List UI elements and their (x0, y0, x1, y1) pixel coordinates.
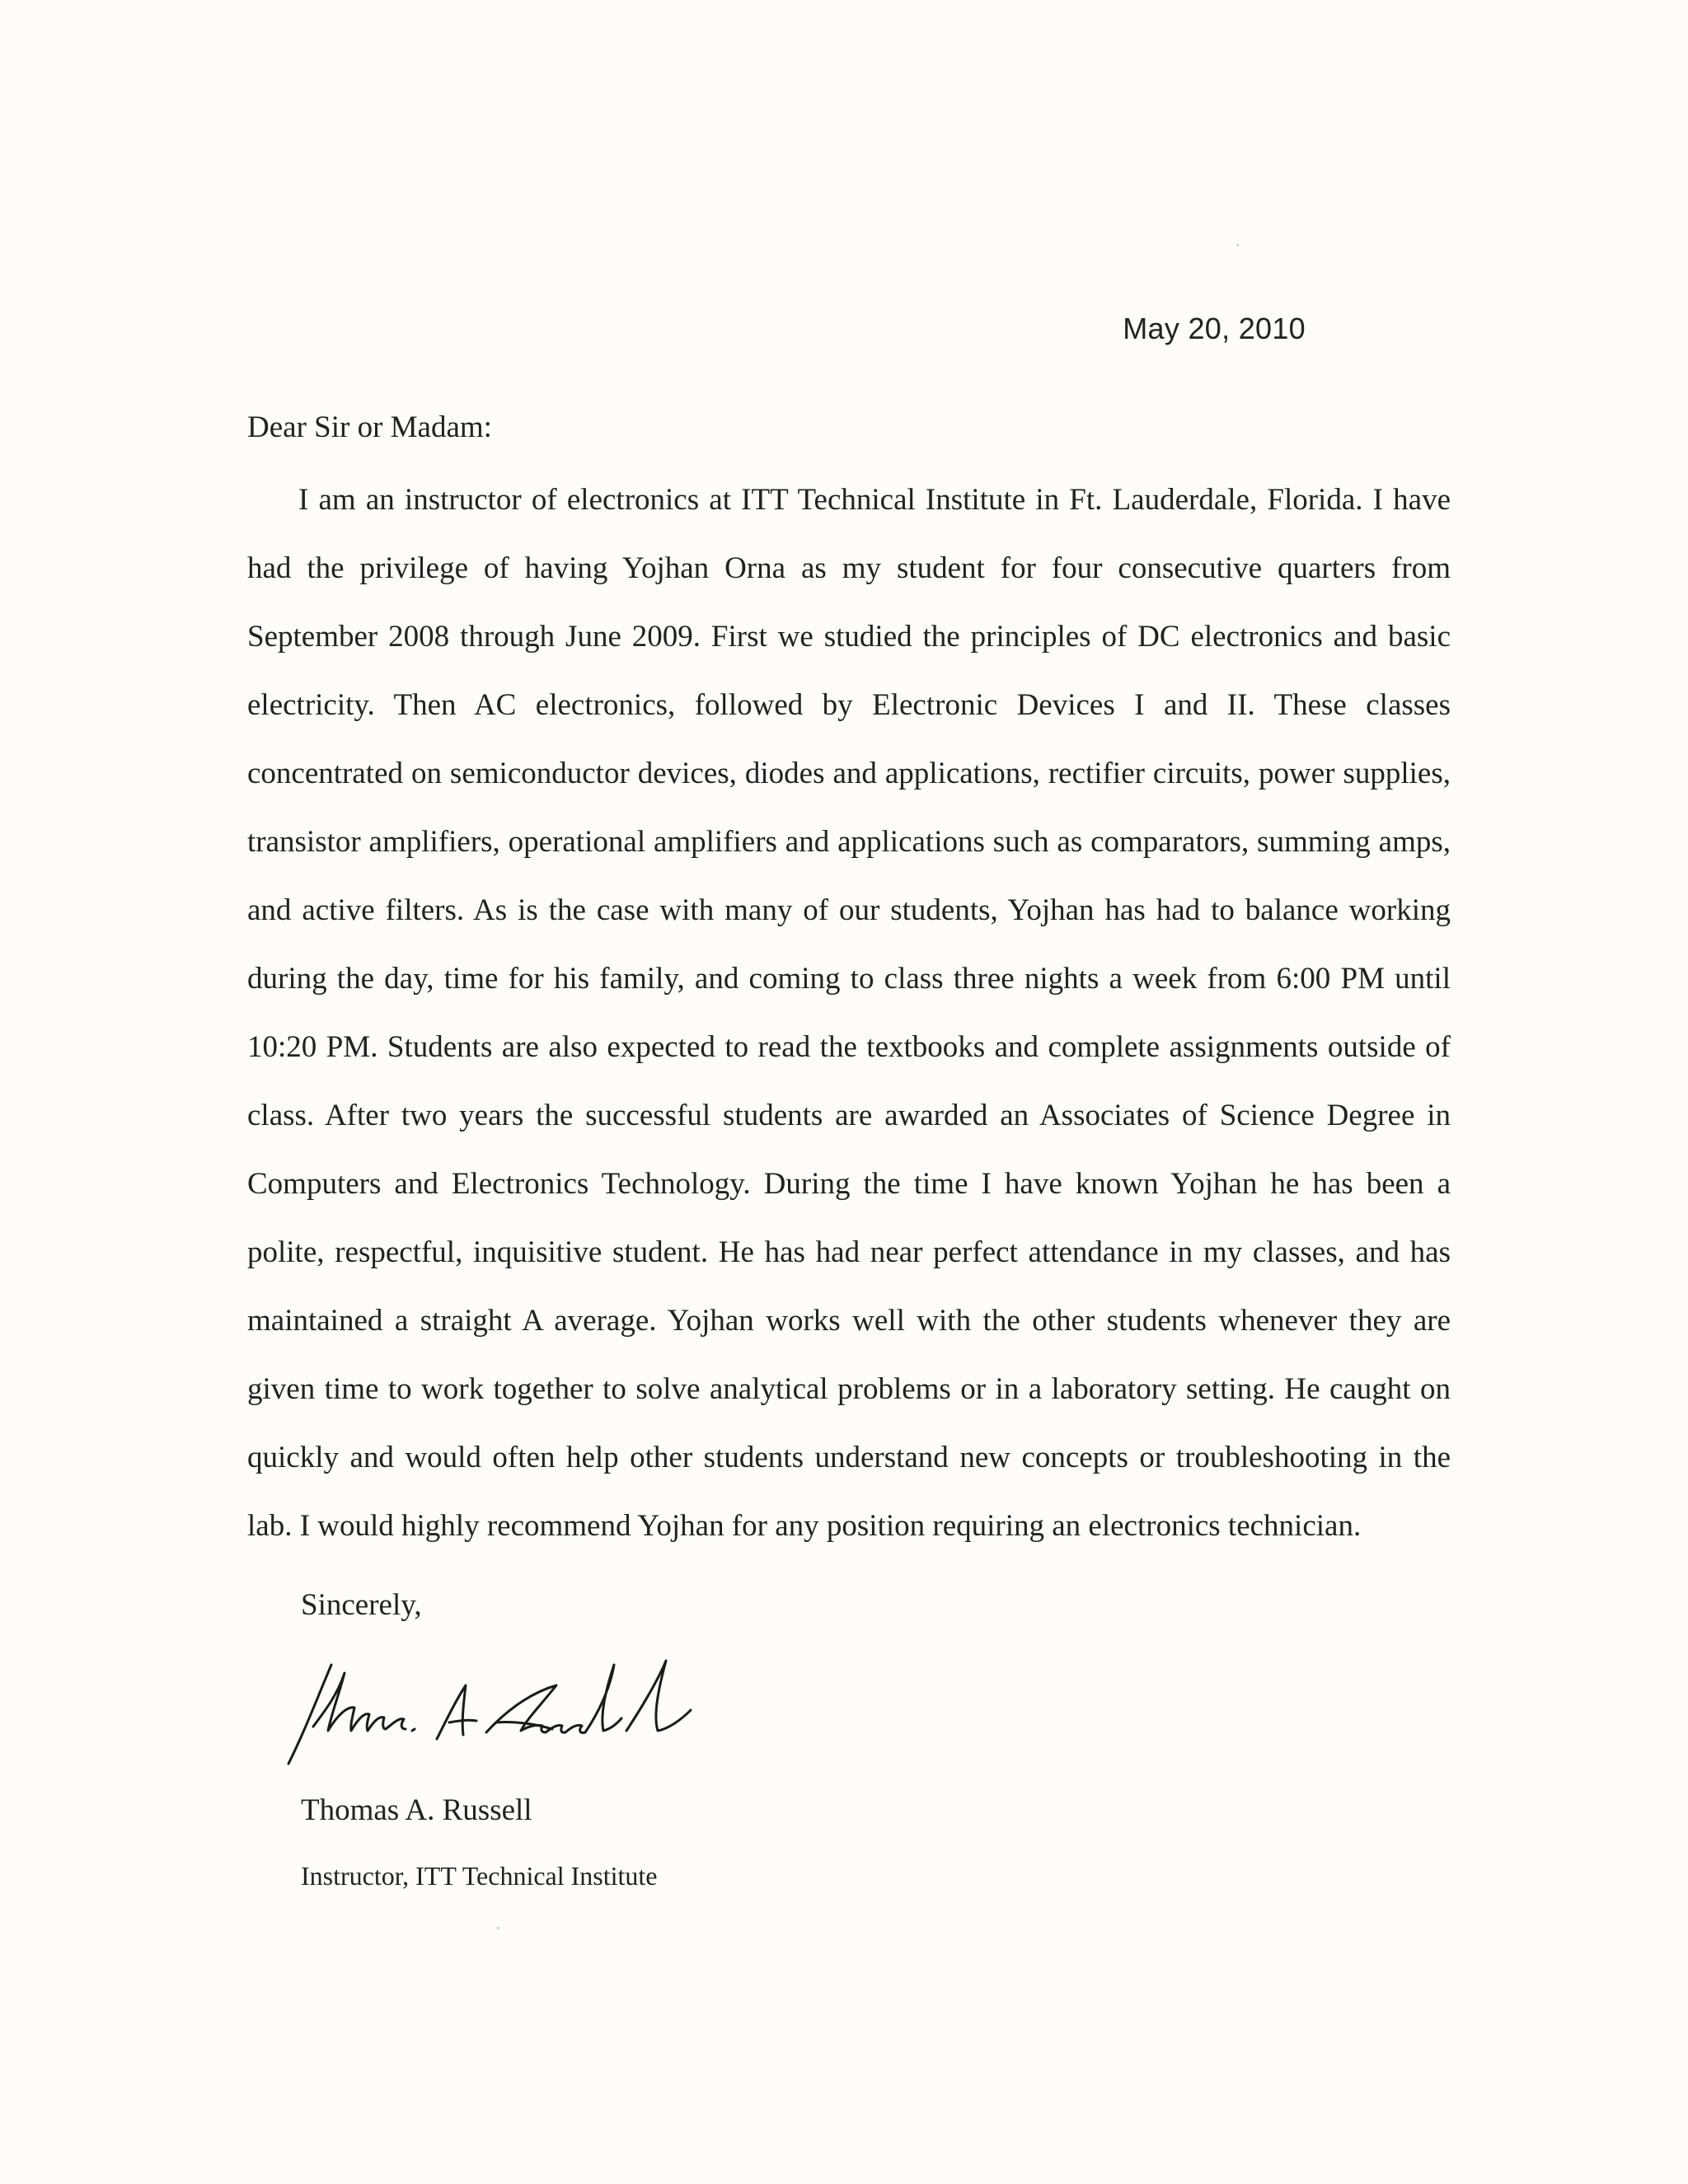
letter-date: May 20, 2010 (1123, 312, 1306, 345)
salutation: Dear Sir or Madam: (247, 410, 492, 444)
letter-body: I am an instructor of electronics at ITT Technical Institute in Ft. Lauderdale, Florida. I have had the privilege of having Yojhan Orna as my student for four consecutive quarters from September 2008 through June 2009. First we studied the principles of DC electronics and basic electricity. Then AC electronics, followed by Electronic Devices I and II. These classes concentrated on semiconductor devices, diodes and applications, rectifier circuits, power supplies, transistor amplifiers, operational amplifiers and applications such as comparators, summing amps, and active filters. As is the case with many of our students, Yojhan has had to balance working during the day, time for his family, and coming to class three nights a week from 6:00 PM until 10:20 PM. Students are also expected to read the textbooks and complete assignments outside of class. After two years the successful students are awarded an Associates of Science Degree in Computers and Electronics Technology. During the time I have known Yojhan he has been a polite, respectful, inquisitive student. He has had near perfect attendance in my classes, and has maintained a straight A average. Yojhan works well with the other students whenever they are given time to work together to solve analytical problems or in a laboratory setting. He caught on quickly and would often help other students understand new concepts or troubleshooting in the lab. I would highly recommend Yojhan for any position requiring an electronics technician. (247, 483, 1451, 1543)
paper-speck (1236, 244, 1239, 246)
closing: Sincerely, (301, 1588, 422, 1622)
paper-speck (497, 1927, 499, 1929)
signer-name: Thomas A. Russell (301, 1793, 532, 1827)
handwritten-signature (280, 1648, 709, 1772)
signer-title: Instructor, ITT Technical Institute (301, 1861, 658, 1891)
